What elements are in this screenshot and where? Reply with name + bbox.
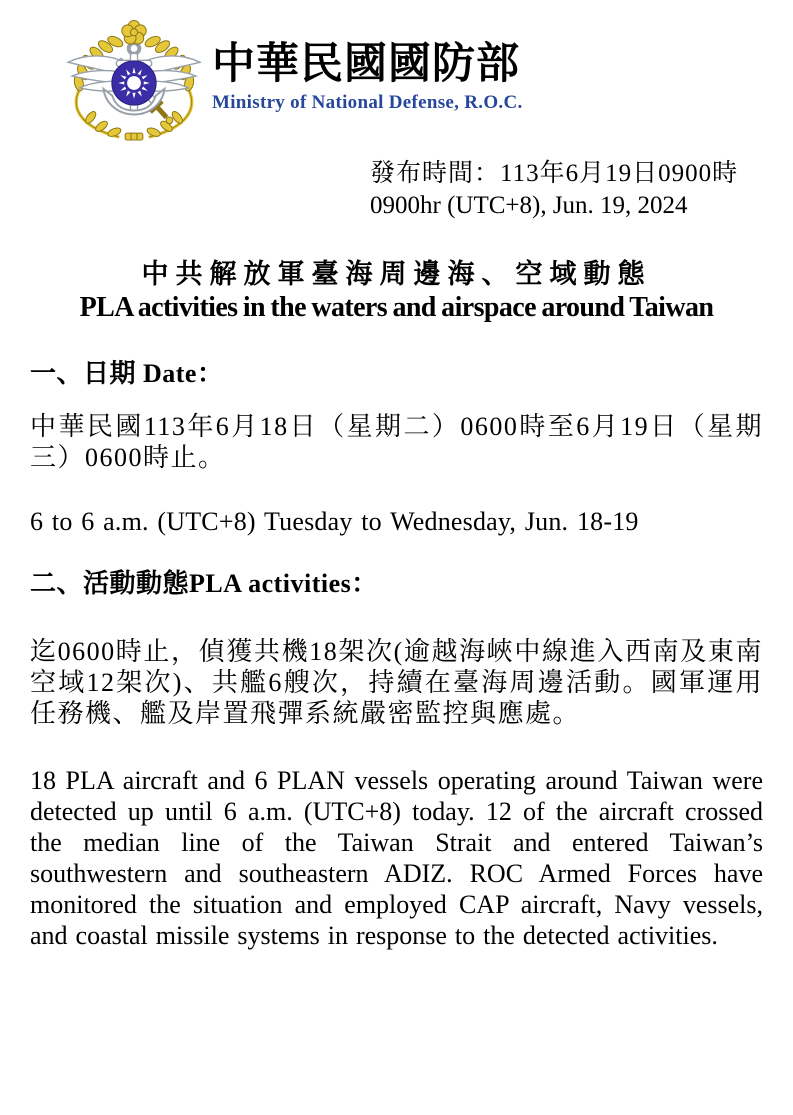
brand-text xyxy=(212,18,523,114)
org-name-en: Ministry of National Defense, R.O.C. xyxy=(212,92,523,114)
section-heading-date: 一、日期 Date： xyxy=(30,359,224,388)
date-paragraph-zh: 中華民國113年6月18日（星期二）0600時至6月19日（星期三）0600時止。 xyxy=(30,412,763,472)
mnd-emblem-icon xyxy=(60,18,208,144)
date-paragraph-en: 6 to 6 a.m. (UTC+8) Tuesday to Wednesday, Jun. 18-19 xyxy=(30,507,639,536)
section-heading-activities: 二、活動動態PLA activities： xyxy=(30,569,378,598)
activities-paragraph-zh: 迄0600時止，偵獲共機18架次(逾越海峽中線進入西南及東南空域12架次)、共艦6艘次，持續在臺海周邊活動。國軍運用任務機、艦及岸置飛彈系統嚴密監控與應處。 xyxy=(30,637,763,728)
document-header xyxy=(0,0,793,144)
document-title-zh: 中共解放軍臺海周邊海、空域動態 xyxy=(141,259,652,289)
org-name-zh: 中華民國國防部 xyxy=(212,41,520,88)
activities-paragraph-en: 18 PLA aircraft and 6 PLAN vessels operating around Taiwan were detected up until 6 a.m. (UTC+8) today. 12 of the aircraft crossed the median line of the Taiwan Strait and entered Taiwan’s southwestern and southeastern ADIZ. ROC Armed Forces have monitored the situation and employed CAP aircraft, Navy vessels, and coastal missile systems in response to the detected activities. xyxy=(30,766,763,950)
release-time-en: 0900hr (UTC+8), Jun. 19, 2024 xyxy=(370,192,688,219)
document-body xyxy=(30,358,763,951)
release-time-zh: 發布時間：113年6月19日0900時 xyxy=(370,160,739,187)
document-title-en: PLA activities in the waters and airspace around Taiwan xyxy=(79,292,714,323)
release-time-block xyxy=(370,158,793,222)
document-title xyxy=(0,258,793,324)
